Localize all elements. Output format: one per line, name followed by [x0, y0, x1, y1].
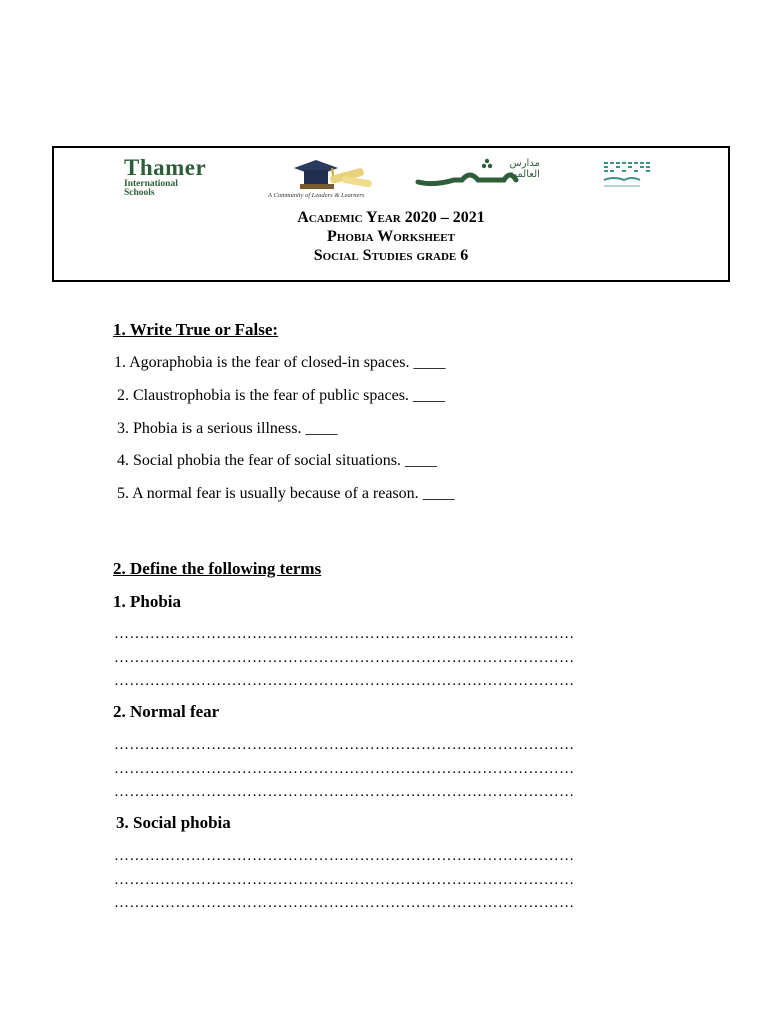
ministry-logo-icon — [574, 160, 664, 190]
answer-line[interactable]: ……………………………………………………………………………… — [114, 761, 575, 777]
arabic-logo-text — [509, 158, 540, 180]
answer-line[interactable]: ……………………………………………………………………………… — [114, 650, 575, 666]
worksheet-title: Phobia Worksheet — [327, 228, 455, 245]
term-phobia: 1. Phobia — [113, 592, 182, 611]
term-normal-fear: 2. Normal fear — [113, 702, 220, 721]
logo-brand: Thamer — [124, 155, 207, 180]
answer-line[interactable]: ……………………………………………………………………………… — [114, 737, 575, 753]
header-box — [52, 146, 730, 282]
section1-title: 1. Write True or False: — [113, 320, 279, 339]
arabic-line2: العالمية — [509, 169, 540, 180]
subject-grade-line: Social Studies grade 6 — [313, 247, 469, 264]
question-5: 5. A normal fear is usually because of a reason. ____ — [117, 485, 455, 502]
answer-line[interactable]: ……………………………………………………………………………… — [114, 673, 575, 689]
answer-line[interactable]: ……………………………………………………………………………… — [114, 848, 575, 864]
question-3: 3. Phobia is a serious illness. ____ — [117, 420, 338, 437]
logo-sub1: International — [124, 179, 178, 189]
logo-tagline: A Community of Leaders & Learners — [268, 192, 365, 199]
term-social-phobia: 3. Social phobia — [116, 813, 231, 832]
logo-sub2: Schools — [124, 188, 155, 198]
arabic-line1: مدارس — [509, 158, 540, 169]
answer-line[interactable]: ……………………………………………………………………………… — [114, 626, 575, 642]
answer-line[interactable]: ……………………………………………………………………………… — [114, 784, 575, 800]
answer-line[interactable]: ……………………………………………………………………………… — [114, 895, 575, 911]
section2-title: 2. Define the following terms — [113, 559, 322, 578]
graduation-cap-icon — [286, 154, 382, 194]
academic-year-line: Academic Year 2020 – 2021 — [297, 209, 485, 226]
thamer-logo — [124, 156, 206, 198]
question-4: 4. Social phobia the fear of social situations. ____ — [117, 452, 437, 469]
answer-line[interactable]: ……………………………………………………………………………… — [114, 872, 575, 888]
header-titles — [54, 208, 728, 265]
question-2: 2. Claustrophobia is the fear of public spaces. ____ — [117, 387, 445, 404]
question-1: 1. Agoraphobia is the fear of closed-in spaces. ____ — [114, 354, 446, 371]
